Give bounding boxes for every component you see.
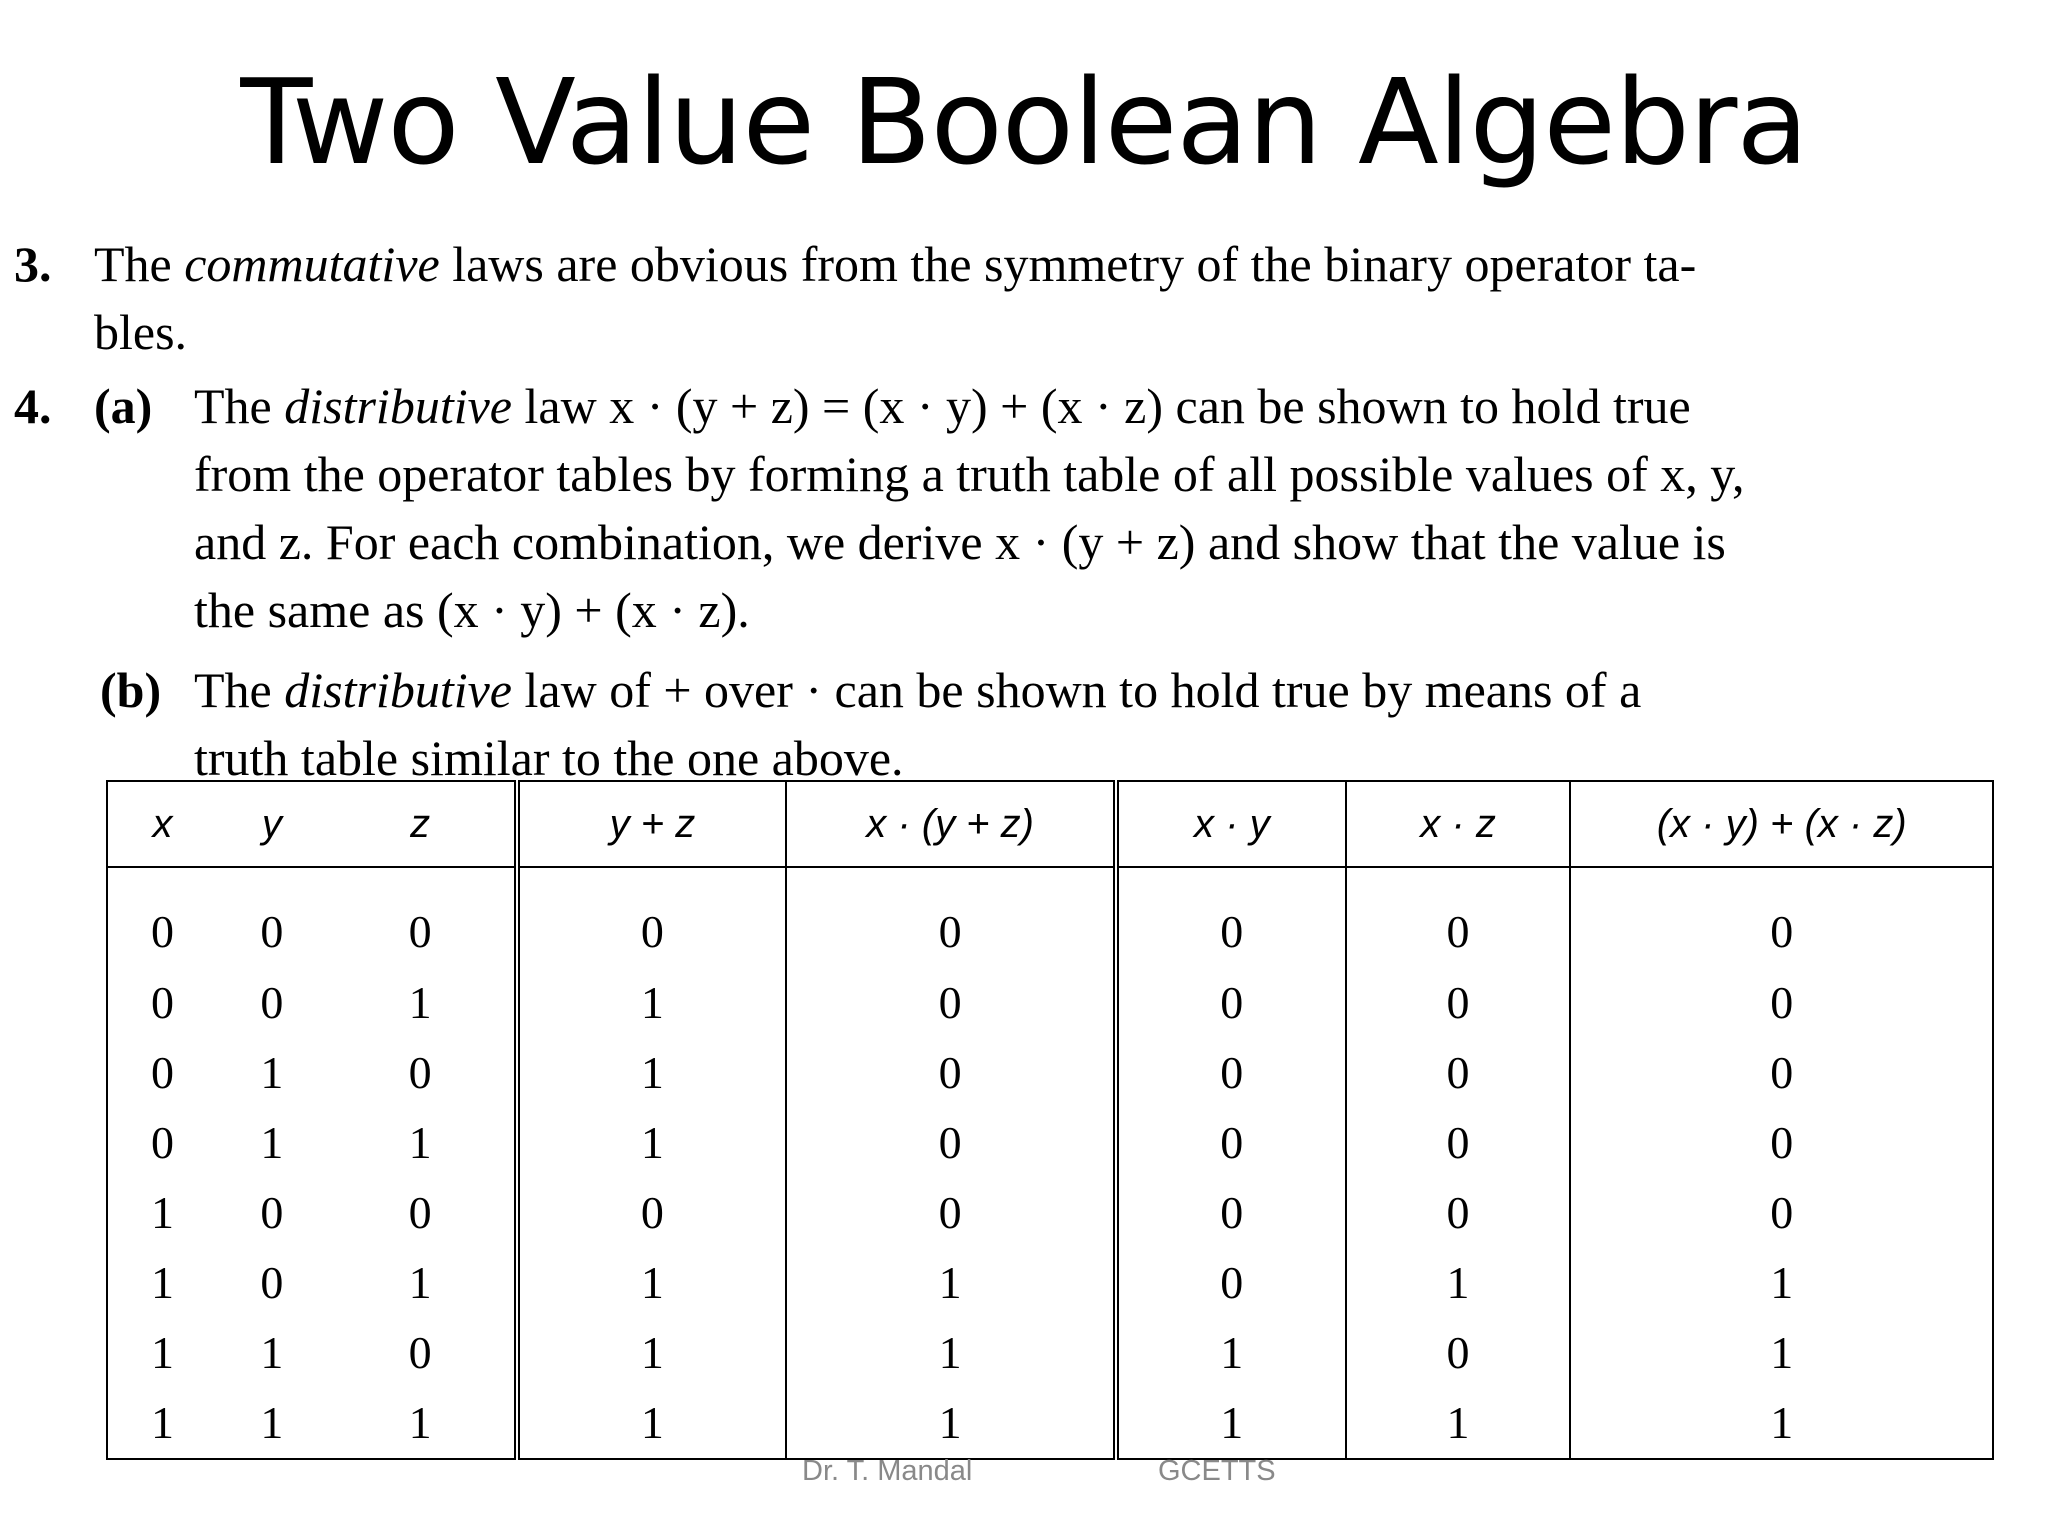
header-sum-of-products: (x · y) + (x · z)	[1570, 781, 1993, 867]
table-cell: 1	[1116, 1388, 1346, 1459]
table-cell: 0	[786, 867, 1116, 967]
table-cell: 1	[517, 1388, 787, 1459]
table-cell: 0	[150, 976, 174, 1028]
table-row	[107, 1388, 1993, 1459]
header-x-dot-y: x · y	[1116, 781, 1346, 867]
table-cell: 0	[786, 1107, 1116, 1177]
table-row	[107, 1037, 1993, 1107]
table-cell: 1	[260, 1046, 284, 1098]
table-cell: 0	[1346, 967, 1571, 1037]
term-commutative: commutative	[184, 236, 440, 292]
slide-title: Two Value Boolean Algebra	[240, 53, 1808, 191]
footer-author: Dr. T. Mandal	[802, 1455, 973, 1487]
header-z: z	[327, 781, 517, 867]
table-cell: 0	[1346, 1107, 1571, 1177]
table-cell: 1	[517, 1107, 787, 1177]
table-cell: 0	[1116, 967, 1346, 1037]
table-cell: 1	[408, 1257, 432, 1309]
table-cell: 0	[1570, 867, 1993, 967]
table-cell: 1	[150, 1327, 174, 1379]
table-cell: 0	[150, 1116, 174, 1168]
header-x: x	[107, 781, 217, 867]
table-cell: 0	[1116, 1107, 1346, 1177]
term-distributive-b: distributive	[284, 662, 512, 718]
table-cell: 1	[150, 1186, 174, 1238]
table-cell: 0	[1346, 1037, 1571, 1107]
header-x-dot-z: x · z	[1346, 781, 1571, 867]
table-row	[107, 1248, 1993, 1318]
table-cell: 0	[1346, 867, 1571, 967]
table-cell: 1	[408, 1397, 432, 1449]
table-cell: 1	[786, 1388, 1116, 1459]
table-cell: 0	[1346, 1177, 1571, 1247]
table-cell: 1	[408, 1116, 432, 1168]
table-row	[107, 967, 1993, 1037]
item4a-line2: from the operator tables by forming a truth table of all possible values of x, y,	[194, 446, 1745, 502]
table-cell: 0	[1116, 1037, 1346, 1107]
table-cell: 0	[517, 1177, 787, 1247]
table-cell: 0	[1116, 1177, 1346, 1247]
item-number-3: 3.	[14, 236, 52, 292]
table-cell: 0	[408, 1327, 432, 1379]
table-cell: 0	[260, 976, 284, 1028]
table-cell: 1	[150, 1257, 174, 1309]
table-cell: 1	[517, 1037, 787, 1107]
table-cell: 0	[1570, 967, 1993, 1037]
item4b-line1: The distributive law of + over · can be shown to hold true by means of a	[194, 662, 1642, 718]
table-cell: 1	[786, 1318, 1116, 1388]
table-row	[107, 867, 1993, 967]
table-cell: 0	[517, 867, 787, 967]
item4b-label: (b)	[100, 662, 162, 718]
table-cell: 1	[260, 1327, 284, 1379]
table-cell: 0	[786, 1037, 1116, 1107]
table-cell: 0	[1570, 1037, 1993, 1107]
item-number-4: 4.	[14, 378, 52, 434]
table-row	[107, 1318, 1993, 1388]
table-cell: 0	[1116, 1248, 1346, 1318]
truth-table	[106, 780, 1994, 1460]
table-cell: 1	[517, 1248, 787, 1318]
term-distributive: distributive	[284, 378, 512, 434]
table-cell: 1	[1570, 1388, 1993, 1459]
table-cell: 1	[517, 967, 787, 1037]
table-cell: 1	[1116, 1318, 1346, 1388]
table-cell: 0	[1116, 867, 1346, 967]
table-cell: 0	[260, 1257, 284, 1309]
table-cell: 0	[408, 906, 432, 958]
table-cell: 0	[260, 1186, 284, 1238]
table-cell: 1	[786, 1248, 1116, 1318]
item3-line2: bles.	[94, 304, 188, 360]
table-cell: 0	[408, 1186, 432, 1238]
table-cell: 0	[786, 967, 1116, 1037]
truth-table-container	[106, 780, 1994, 1460]
table-cell: 0	[1570, 1107, 1993, 1177]
item3-line1: The commutative laws are obvious from the symmetry of the binary operator ta-	[94, 236, 1697, 292]
header-y: y	[217, 781, 327, 867]
item4a-line3: and z. For each combination, we derive x · (y + z) and show that the value is	[194, 514, 1726, 570]
table-cell: 1	[260, 1397, 284, 1449]
footer-institution: GCETTS	[1158, 1455, 1276, 1487]
table-cell: 0	[408, 1046, 432, 1098]
table-row	[107, 1107, 1993, 1177]
table-cell: 0	[150, 906, 174, 958]
item4b-line2: truth table similar to the one above.	[194, 730, 904, 786]
table-cell: 0	[786, 1177, 1116, 1247]
table-cell: 1	[1346, 1388, 1571, 1459]
table-cell: 1	[260, 1116, 284, 1168]
table-cell: 1	[150, 1397, 174, 1449]
table-cell: 1	[408, 976, 432, 1028]
header-y-plus-z: y + z	[517, 781, 787, 867]
item4a-line4: the same as (x · y) + (x · z).	[194, 582, 750, 638]
header-x-dot-y-plus-z: x · (y + z)	[786, 781, 1116, 867]
table-cell: 0	[1346, 1318, 1571, 1388]
table-cell: 1	[517, 1318, 787, 1388]
table-cell: 0	[1570, 1177, 1993, 1247]
table-cell: 1	[1346, 1248, 1571, 1318]
item4a-line1: The distributive law x · (y + z) = (x · y) + (x · z) can be shown to hold true	[194, 378, 1691, 434]
table-cell: 1	[1570, 1318, 1993, 1388]
table-cell: 0	[150, 1046, 174, 1098]
table-cell: 1	[1570, 1248, 1993, 1318]
table-row	[107, 1177, 1993, 1247]
truth-table-header-row	[107, 781, 1993, 867]
table-cell: 0	[260, 906, 284, 958]
item4a-label: (a)	[94, 378, 153, 434]
